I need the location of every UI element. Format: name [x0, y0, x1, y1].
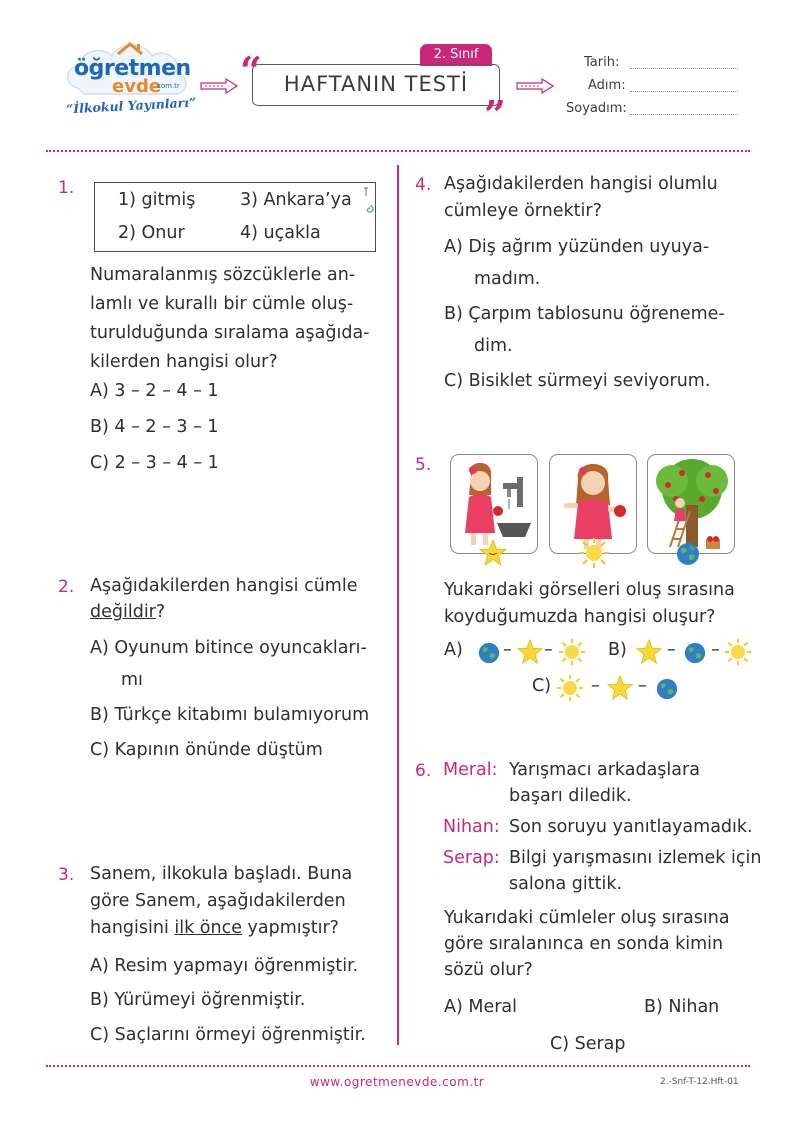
- name-field[interactable]: [630, 91, 738, 92]
- q3-option-a[interactable]: A) Resim yapmayı öğrenmiştir.: [90, 956, 359, 976]
- star-icon: [479, 539, 507, 567]
- logo-brand-top: öğretmen: [74, 56, 191, 81]
- earth-icon: [675, 541, 701, 567]
- date-field[interactable]: [630, 68, 738, 69]
- q1-option-c[interactable]: C) 2 – 3 – 4 – 1: [90, 453, 219, 473]
- speaker-serap: Serap:: [443, 848, 500, 868]
- q3-text-line-3: [90, 918, 339, 938]
- option-dash: –: [667, 640, 676, 660]
- open-quote-mark: “: [240, 48, 262, 93]
- question-5-number: 5.: [415, 455, 432, 475]
- q4-option-a-continued[interactable]: madım.: [474, 269, 541, 289]
- speaker-meral: Meral:: [443, 760, 498, 780]
- question-1-number: 1.: [58, 178, 75, 198]
- question-4-number: 4.: [415, 175, 432, 195]
- grade-tab: 2. Sınıf: [420, 44, 492, 66]
- logo-domain: com.tr: [157, 82, 180, 90]
- q2-option-a-continued[interactable]: mı: [121, 670, 143, 690]
- picture-girl-picking-apples: [647, 454, 735, 554]
- q1-word-3: 3) Ankara’ya: [240, 190, 352, 210]
- q4-text-line: cümleye örnektir?: [444, 201, 602, 221]
- q3-text-start: hangisini: [90, 918, 175, 938]
- q6-option-c[interactable]: C) Serap: [550, 1034, 626, 1054]
- q1-word-1: 1) gitmiş: [118, 190, 196, 210]
- q1-option-a[interactable]: A) 3 – 2 – 4 – 1: [90, 381, 219, 401]
- footer-divider: [46, 1065, 750, 1067]
- q3-text-line: göre Sanem, aşağıdakilerden: [90, 891, 346, 911]
- close-quote-mark: ”: [484, 92, 506, 137]
- q3-underlined-phrase: ilk önce: [174, 918, 242, 938]
- q3-option-c[interactable]: C) Saçlarını örmeyi öğrenmiştir.: [90, 1025, 366, 1045]
- q2-text-line-2: [90, 602, 165, 622]
- earth-icon: [683, 641, 707, 665]
- q2-option-b[interactable]: B) Türkçe kitabımı bulamıyorum: [90, 705, 370, 725]
- surname-field[interactable]: [630, 114, 738, 115]
- q2-option-c[interactable]: C) Kapının önünde düştüm: [90, 740, 323, 760]
- q1-text-line: kilerden hangisi olur?: [90, 352, 278, 372]
- q3-text-line: Sanem, ilkokula başladı. Buna: [90, 864, 353, 884]
- q6-question-line: göre sıralanınca en sonda kimin: [444, 934, 724, 954]
- q1-option-b[interactable]: B) 4 – 2 – 3 – 1: [90, 417, 219, 437]
- speaker-nihan: Nihan:: [443, 817, 500, 837]
- q5-option-b-label[interactable]: B): [608, 640, 627, 660]
- q6-question-line: sözü olur?: [444, 960, 533, 980]
- q6-sentence-line: salona gittik.: [509, 874, 623, 894]
- earth-icon: [477, 641, 501, 665]
- q2-underlined-word: değildir: [90, 602, 156, 622]
- date-label: Tarih:: [584, 55, 620, 70]
- q2-question-mark: ?: [155, 602, 166, 622]
- surname-label: Soyadım:: [566, 101, 627, 116]
- question-3-number: 3.: [58, 865, 75, 885]
- sun-icon: [578, 537, 610, 569]
- q5-text-line: koyduğumuzda hangisi oluşur?: [444, 607, 716, 627]
- option-dash: –: [503, 640, 512, 660]
- sun-icon: [558, 638, 586, 666]
- header-divider: [46, 150, 750, 152]
- arrow-right-icon: [200, 78, 238, 94]
- q6-sentence-line: Bilgi yarışmasını izlemek için: [509, 848, 762, 868]
- star-icon: [636, 639, 662, 665]
- q3-text-end: yapmıştır?: [241, 918, 339, 938]
- q6-sentence-line: başarı diledik.: [509, 786, 632, 806]
- earth-icon: [655, 677, 679, 701]
- q1-word-4: 4) uçakla: [240, 223, 321, 243]
- q4-option-c[interactable]: C) Bisiklet sürmeyi seviyorum.: [444, 371, 711, 391]
- column-divider: [397, 165, 399, 1045]
- logo-brand-bottom: evde: [112, 76, 162, 97]
- q5-option-c-label[interactable]: C): [532, 676, 552, 696]
- q4-text-line: Aşağıdakilerden hangisi olumlu: [444, 174, 718, 194]
- footer-website-link[interactable]: www.ogretmenevde.com.tr: [309, 1075, 485, 1089]
- q1-text-line: Numaralanmış sözcüklerle an-: [90, 265, 356, 285]
- star-icon: [607, 675, 633, 701]
- q4-option-a[interactable]: A) Diş ağrım yüzünden uyuya-: [444, 237, 710, 257]
- question-2-number: 2.: [58, 577, 75, 597]
- page-title: HAFTANIN TESTİ: [283, 72, 469, 96]
- sun-icon: [556, 674, 584, 702]
- option-dash: –: [544, 640, 553, 660]
- name-label: Adım:: [588, 78, 626, 93]
- q1-word-2: 2) Onur: [118, 223, 185, 243]
- q6-sentence-line: Yarışmacı arkadaşlara: [509, 760, 700, 780]
- document-code: 2.-Snf-T-12.Hft-01: [660, 1077, 739, 1087]
- q6-option-a[interactable]: A) Meral: [444, 997, 518, 1017]
- q4-option-b[interactable]: B) Çarpım tablosunu öğreneme-: [444, 304, 725, 324]
- q6-sentence-line: Son soruyu yanıtlayamadık.: [509, 817, 753, 837]
- publisher-logo: [60, 36, 200, 124]
- star-icon: [517, 639, 543, 665]
- q6-option-b[interactable]: B) Nihan: [644, 997, 720, 1017]
- paperclip-icon: [358, 186, 378, 218]
- option-dash: –: [591, 676, 600, 696]
- q3-option-b[interactable]: B) Yürümeyi öğrenmiştir.: [90, 990, 306, 1010]
- q1-text-line: turulduğunda sıralama aşağıda-: [90, 323, 370, 343]
- q2-option-a[interactable]: A) Oyunum bitince oyuncakları-: [90, 638, 367, 658]
- q4-option-b-continued[interactable]: dim.: [474, 336, 513, 356]
- sun-icon: [724, 638, 752, 666]
- question-6-number: 6.: [415, 761, 432, 781]
- q5-text-line: Yukarıdaki görselleri oluş sırasına: [444, 580, 735, 600]
- q5-option-a-label[interactable]: A): [444, 640, 463, 660]
- q2-text-line: Aşağıdakilerden hangisi cümle: [90, 576, 358, 596]
- option-dash: –: [711, 640, 720, 660]
- logo-tagline: “İlkokul Yayınları”: [65, 94, 197, 117]
- option-dash: –: [638, 676, 647, 696]
- q6-question-line: Yukarıdaki cümleler oluş sırasına: [444, 908, 730, 928]
- arrow-right-icon: [516, 78, 554, 94]
- q1-text-line: lamlı ve kurallı bir cümle oluş-: [90, 294, 354, 314]
